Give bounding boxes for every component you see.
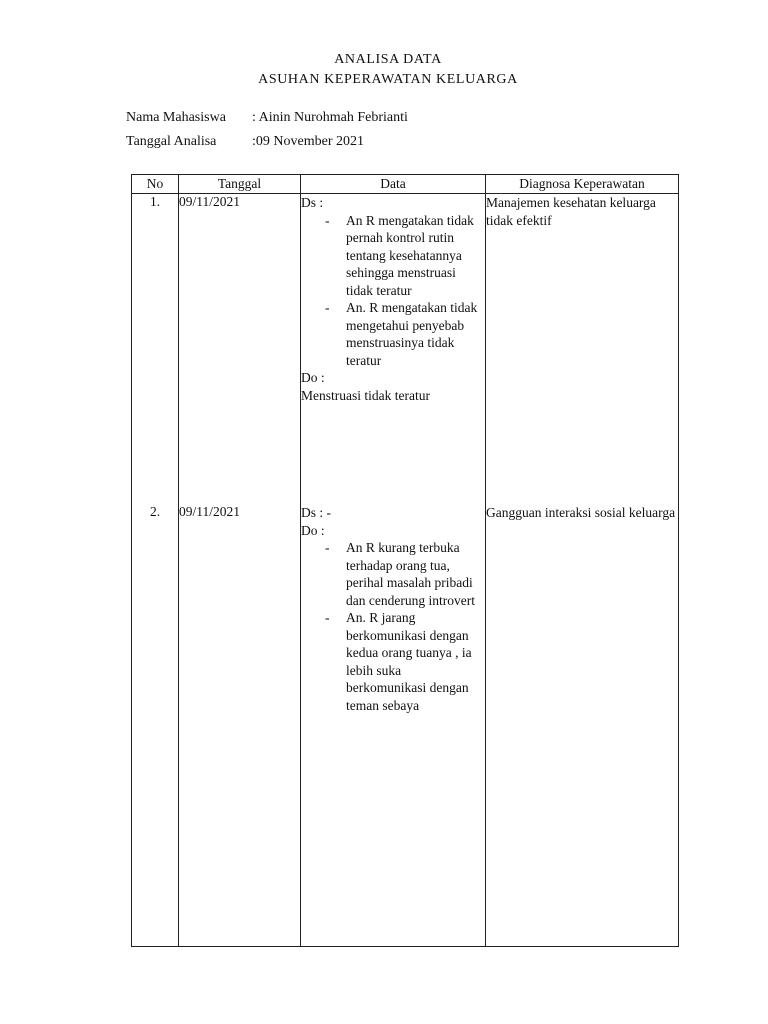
list-item: - An. R jarang berkomunikasi dengan kedua orang tuanya , ia lebih suka berkomunikasi dengan teman sebaya bbox=[301, 609, 485, 714]
row-1-data bbox=[301, 194, 485, 504]
row-2-data bbox=[301, 504, 485, 714]
row-1-do-text: Menstruasi tidak teratur bbox=[301, 387, 430, 403]
analysis-date-value: :09 November 2021 bbox=[252, 134, 364, 149]
column-no bbox=[132, 194, 179, 947]
analysis-date-label: Tanggal Analisa bbox=[126, 134, 217, 149]
student-name-row bbox=[126, 110, 408, 126]
row-1-do-label: Do : bbox=[301, 370, 325, 385]
analysis-date-row bbox=[126, 134, 364, 150]
document-title: ANALISA DATA bbox=[334, 52, 442, 67]
header-data: Data bbox=[301, 175, 486, 194]
list-item: - An. R mengatakan tidak mengetahui penyebab menstruasinya tidak teratur bbox=[301, 299, 485, 369]
row-1-ds-list bbox=[301, 212, 485, 370]
row-1-no: 1. bbox=[149, 194, 161, 209]
list-item: - An R kurang terbuka terhadap orang tua, perihal masalah pribadi dan cenderung introvert bbox=[301, 539, 485, 609]
row-2-do-list bbox=[301, 539, 485, 714]
column-data bbox=[301, 194, 486, 947]
row-2-no: 2. bbox=[149, 504, 161, 519]
header-no: No bbox=[132, 175, 179, 194]
list-item: - An R mengatakan tidak pernah kontrol rutin tentang kesehatannya sehingga menstruasi tidak teratur bbox=[301, 212, 485, 300]
row-1-date: 09/11/2021 bbox=[179, 194, 241, 209]
header-date: Tanggal bbox=[179, 175, 301, 194]
analysis-table bbox=[131, 174, 679, 947]
header-diagnosis: Diagnosa Keperawatan bbox=[486, 175, 679, 194]
student-name-value: : Ainin Nurohmah Febrianti bbox=[252, 110, 408, 125]
student-name-label: Nama Mahasiswa bbox=[126, 110, 226, 125]
row-2-date: 09/11/2021 bbox=[179, 504, 241, 519]
row-2-diagnosis: Gangguan interaksi sosial keluarga bbox=[486, 505, 676, 520]
column-diagnosis bbox=[486, 194, 679, 947]
row-1-ds-label: Ds : bbox=[301, 195, 324, 210]
document-subtitle: ASUHAN KEPERAWATAN KELUARGA bbox=[258, 72, 518, 87]
column-date bbox=[179, 194, 301, 947]
row-1-diagnosis: Manajemen kesehatan keluarga tidak efektif bbox=[486, 195, 656, 228]
row-2-ds-label: Ds : - bbox=[301, 505, 331, 520]
table-body-row bbox=[132, 194, 679, 947]
table-header-row bbox=[132, 175, 679, 194]
row-2-do-label: Do : bbox=[301, 522, 325, 538]
